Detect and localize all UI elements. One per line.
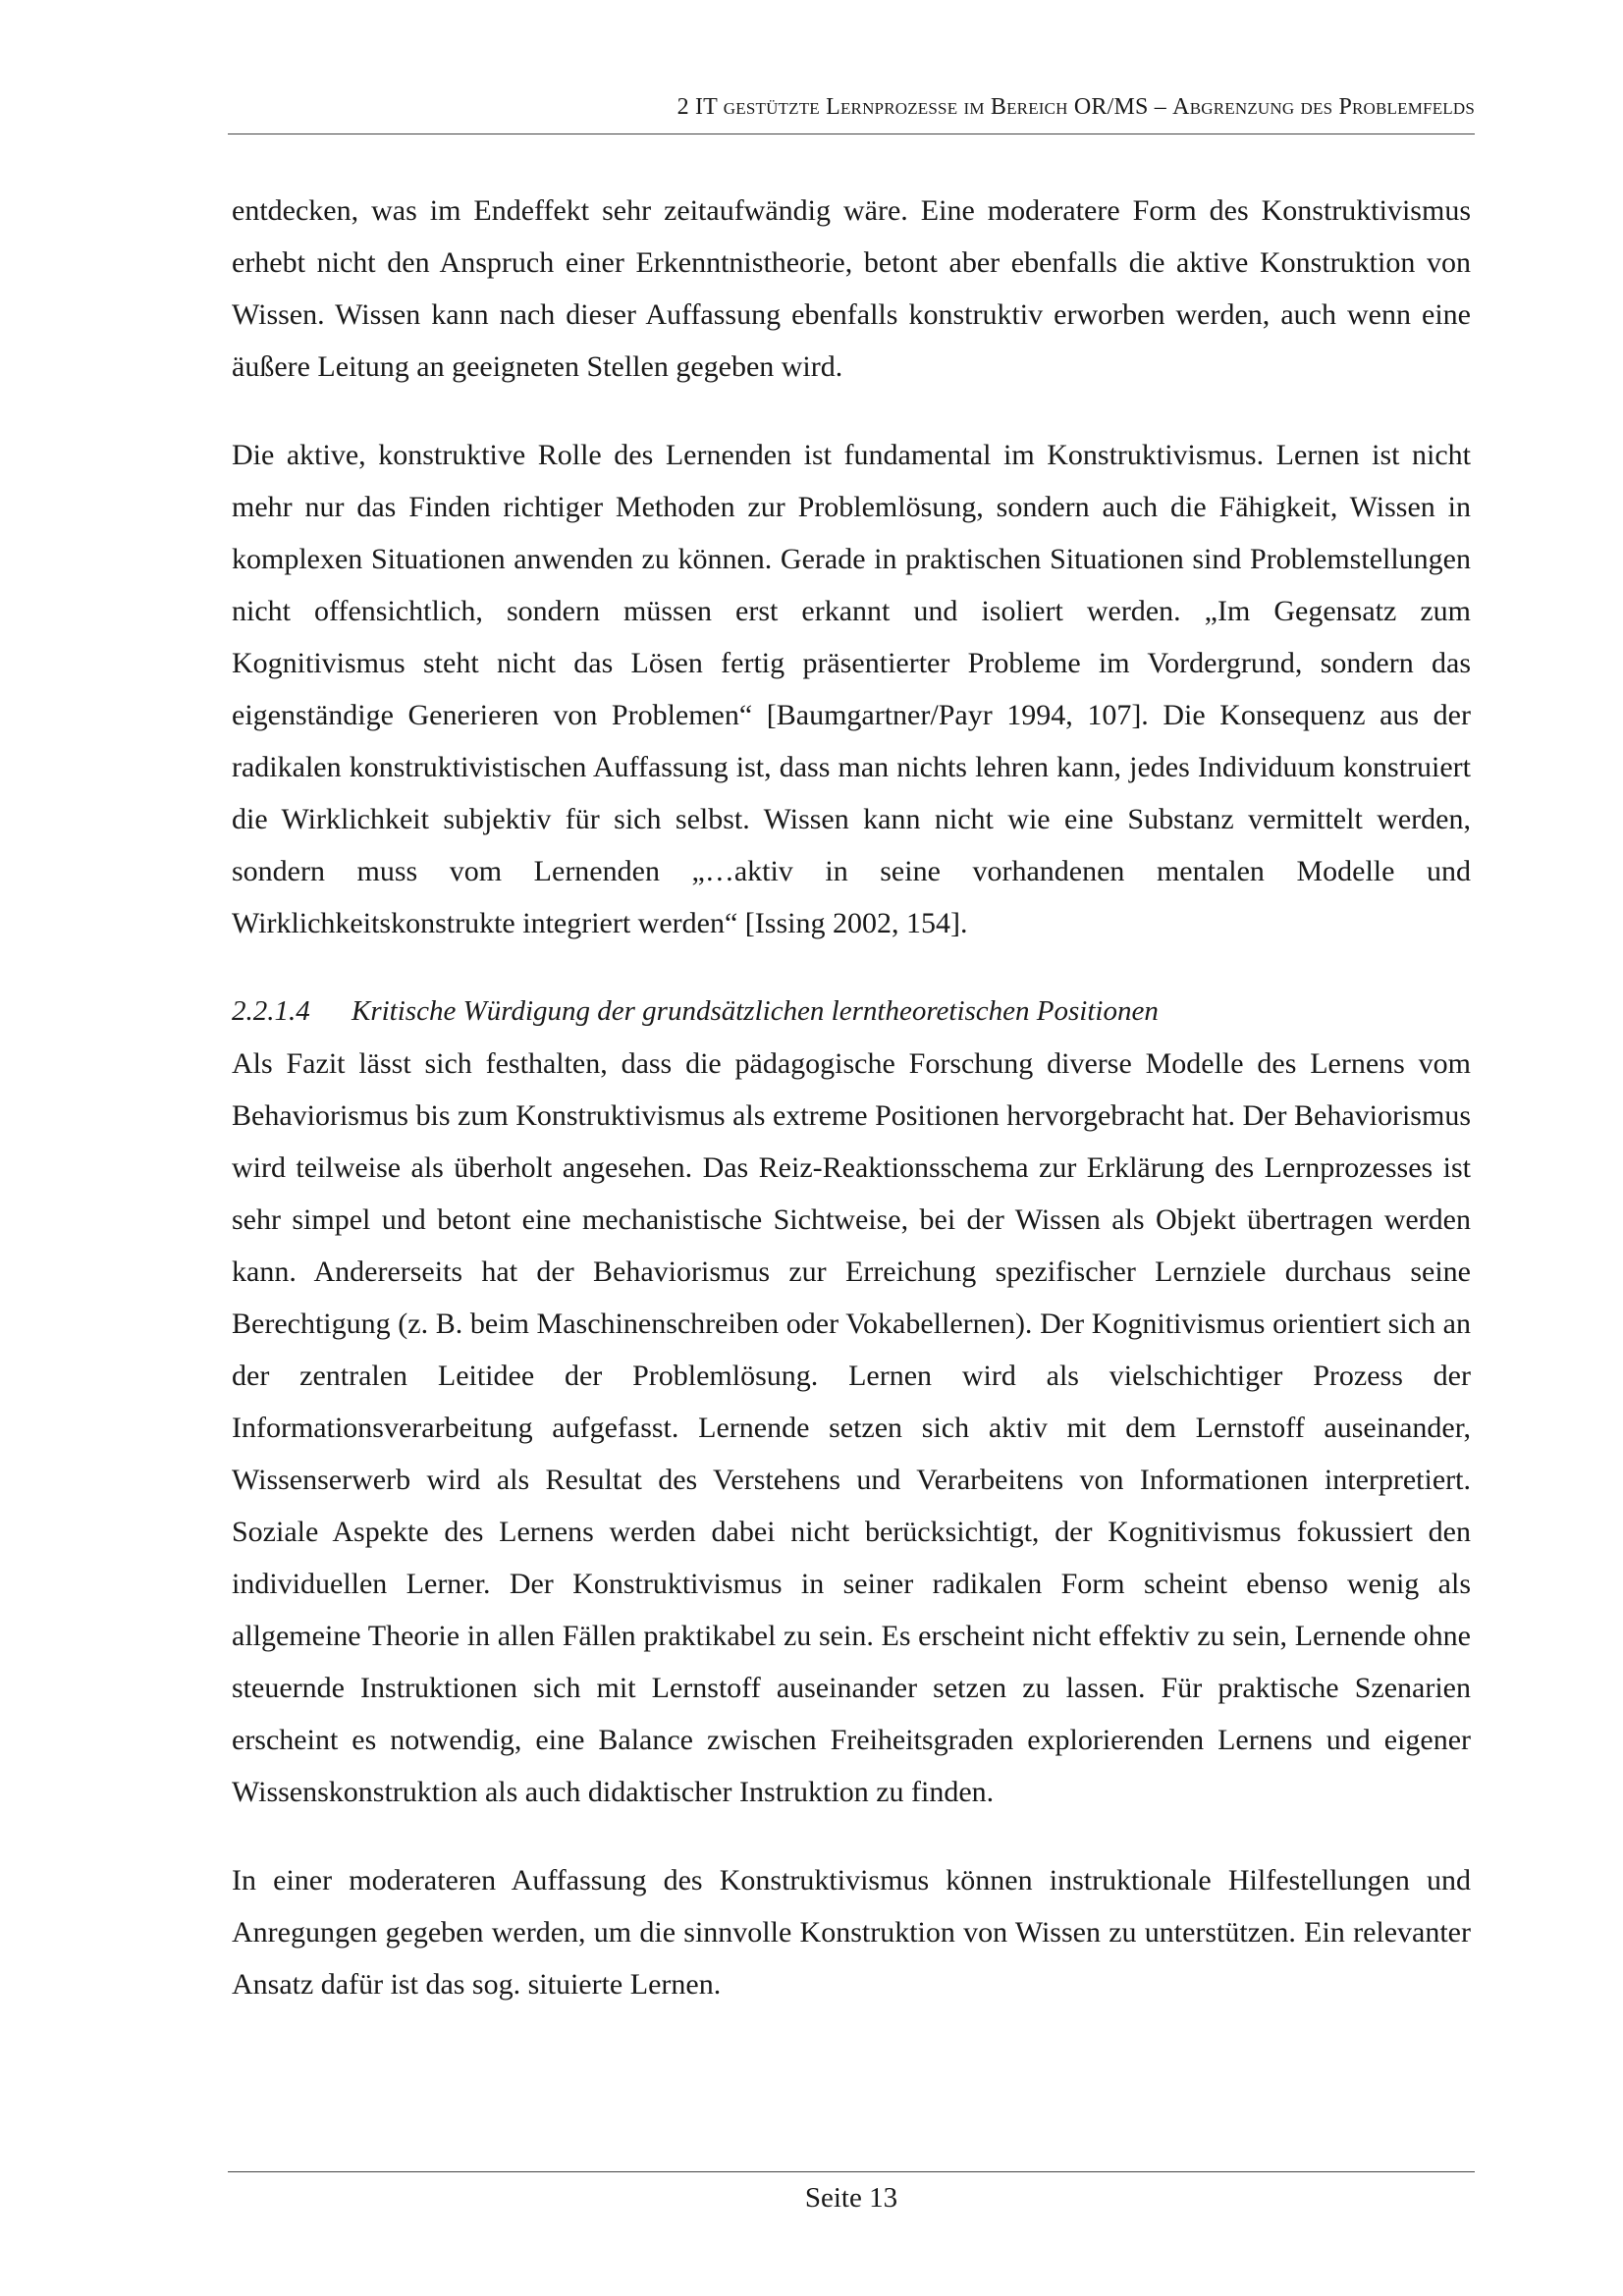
page-number: Seite 13	[804, 2182, 898, 2214]
header-chapter-title: gestützte Lernprozesse im Bereich	[723, 94, 1068, 120]
running-header	[228, 94, 1475, 121]
header-chapter-number: 2 IT	[676, 94, 724, 120]
section-heading	[232, 986, 1471, 1038]
header-orms: OR/MS –	[1067, 94, 1173, 120]
header-subtitle: Abgrenzung des Problemfelds	[1172, 94, 1475, 120]
footer-divider	[228, 2171, 1475, 2172]
section-number: 2.2.1.4	[232, 995, 310, 1027]
paragraph-spacer	[232, 949, 1471, 986]
paragraph-constructive-role: Die aktive, konstruktive Rolle des Lernenden ist fundamental im Konstruktivismus. Lernen ist nicht mehr nur das Finden richtiger Methoden zur Problemlösung, sondern auch die Fähigkeit, Wissen in komplexen Situationen anwenden zu können. Gerade in praktischen Situationen sind Problemstellungen nicht offensichtlich, sondern müssen erst erkannt und isoliert werden. „Im Gegensatz zum Kognitivismus steht nicht das Lösen fertig präsentierter Probleme im Vordergrund, sondern das eigenständige Generieren von Problemen“ [Baumgartner/Payr 1994, 107]. Die Konsequenz aus der radikalen konstruktivistischen Auffassung ist, dass man nichts lehren kann, jedes Individuum konstruiert die Wirklichkeit subjektiv für sich selbst. Wissen kann nicht wie eine Substanz vermittelt werden, sondern muss vom Lernenden „…aktiv in seine vorhandenen mentalen Modelle und Wirklichkeitskonstrukte integriert werden“ [Issing 2002, 154].	[232, 439, 1471, 939]
paragraph-spacer	[232, 1818, 1471, 1854]
section-title: Kritische Würdigung der grundsätzlichen lerntheoretischen Positionen	[352, 995, 1159, 1027]
body-text	[232, 185, 1471, 2010]
paragraph-spacer	[232, 393, 1471, 429]
paragraph-continuation: entdecken, was im Endeffekt sehr zeitaufwändig wäre. Eine moderatere Form des Konstruktivismus erhebt nicht den Anspruch einer Erkenntnistheorie, betont aber ebenfalls die aktive Konstruktion von Wissen. Wissen kann nach dieser Auffassung ebenfalls konstruktiv erworben werden, auch wenn eine äußere Leitung an geeigneten Stellen gegeben wird.	[232, 194, 1471, 383]
paragraph-conclusion: Als Fazit lässt sich festhalten, dass die pädagogische Forschung diverse Modelle des Lernens vom Behaviorismus bis zum Konstruktivismus als extreme Positionen hervorgebracht hat. Der Behaviorismus wird teilweise als überholt angesehen. Das Reiz-Reaktionsschema zur Erklärung des Lernprozesses ist sehr simpel und betont eine mechanistische Sichtweise, bei der Wissen als Objekt übertragen werden kann. Andererseits hat der Behaviorismus zur Erreichung spezifischer Lernziele durchaus seine Berechtigung (z. B. beim Maschinenschreiben oder Vokabellernen). Der Kognitivismus orientiert sich an der zentralen Leitidee der Problemlösung. Lernen wird als vielschichtiger Prozess der Informationsverarbeitung aufgefasst. Lernende setzen sich aktiv mit dem Lernstoff auseinander, Wissenserwerb wird als Resultat des Verstehens und Verarbeitens von Informationen interpretiert. Soziale Aspekte des Lernens werden dabei nicht berücksichtigt, der Kognitivismus fokussiert den individuellen Lerner. Der Konstruktivismus in seiner radikalen Form scheint ebenso wenig als allgemeine Theorie in allen Fällen praktikabel zu sein. Es erscheint nicht effektiv zu sein, Lernende ohne steuernde Instruktionen sich mit Lernstoff auseinander setzen zu lassen. Für praktische Szenarien erscheint es notwendig, eine Balance zwischen Freiheitsgraden explorierenden Lernens und eigener Wissenskonstruktion als auch didaktischer Instruktion zu finden.	[232, 1047, 1471, 1808]
header-divider	[228, 133, 1475, 134]
paragraph-moderate-view: In einer moderateren Auffassung des Konstruktivismus können instruktionale Hilfestellungen und Anregungen gegeben werden, um die sinnvolle Konstruktion von Wissen zu unterstützen. Ein relevanter Ansatz dafür ist das sog. situierte Lernen.	[232, 1864, 1471, 2001]
